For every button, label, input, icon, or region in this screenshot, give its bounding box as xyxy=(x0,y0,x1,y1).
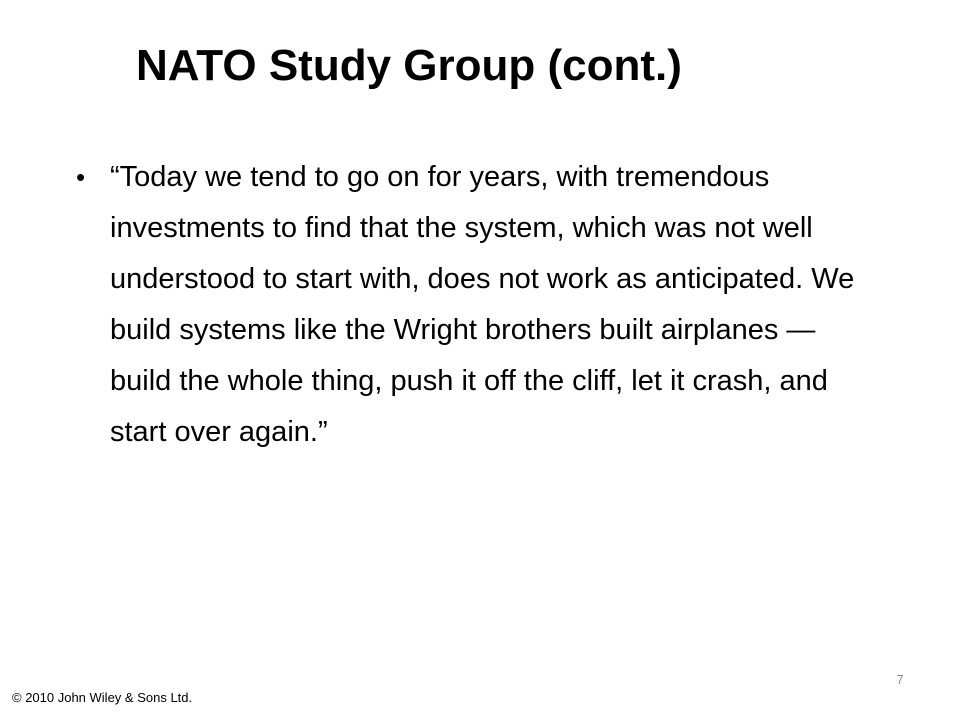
quote-text: “Today we tend to go on for years, with tremendous investments to find that the system, which was not well understood to start with, does not work as anticipated. We build systems like the Wright brothers built airplanes — build the whole thing, push it off the cliff, let it crash, and start over again.” xyxy=(110,161,855,448)
page-number: 7 xyxy=(896,672,904,687)
slide-title: NATO Study Group (cont.) xyxy=(136,41,682,90)
bullet-icon: • xyxy=(76,162,86,192)
bullet-item xyxy=(76,152,896,458)
bullet-list xyxy=(76,152,896,458)
copyright-notice: © 2010 John Wiley & Sons Ltd. xyxy=(12,690,193,705)
